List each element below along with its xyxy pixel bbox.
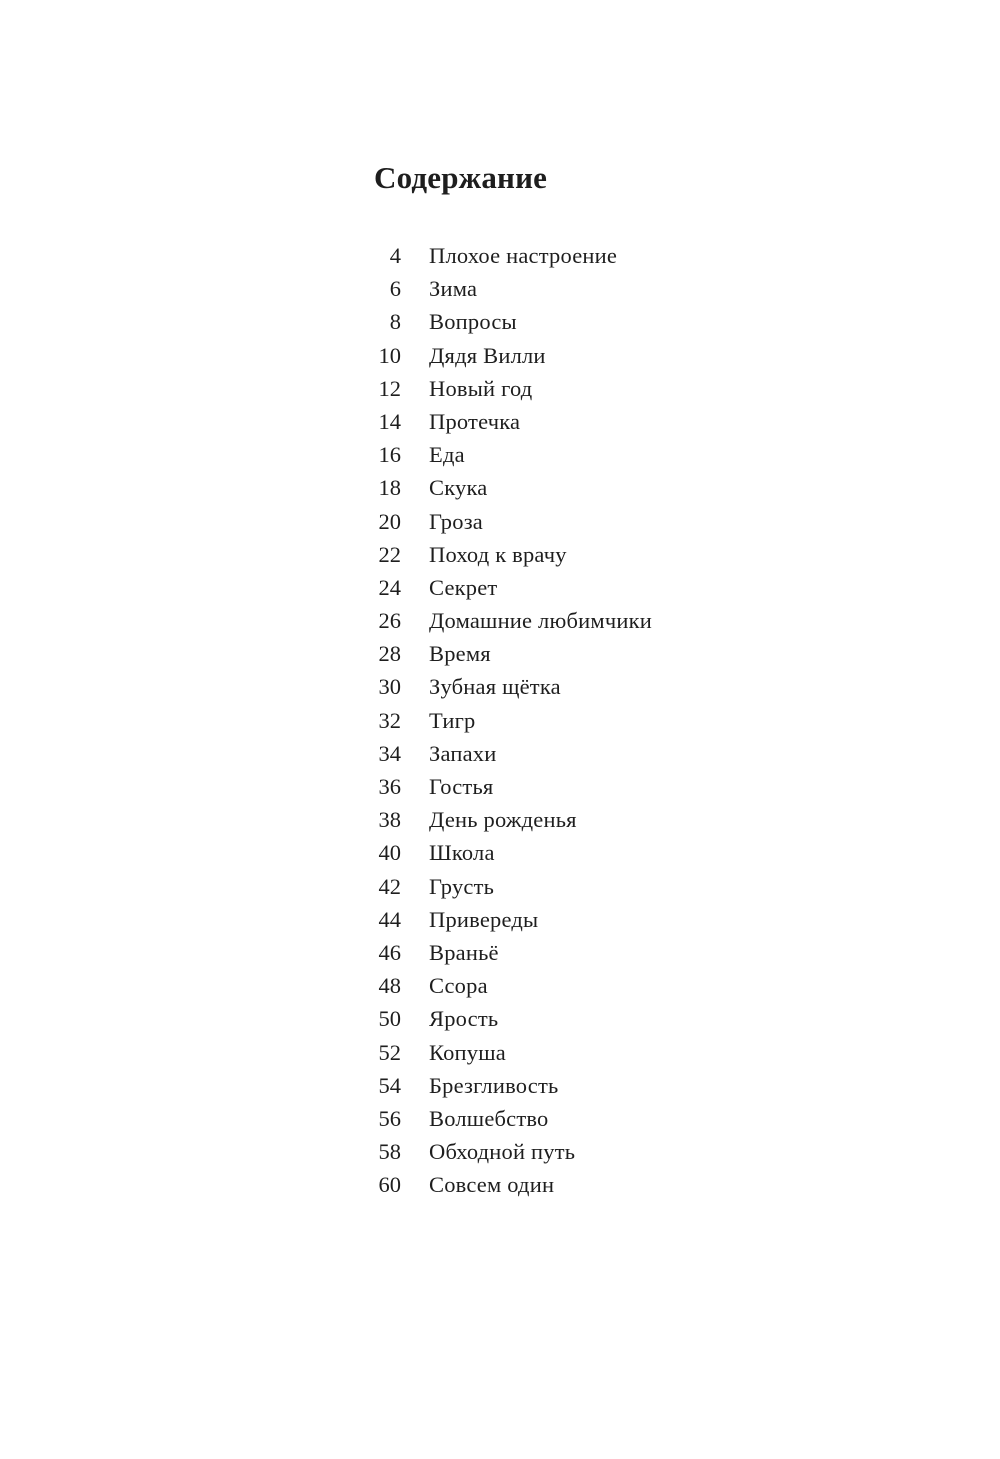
toc-entry [360,1036,760,1069]
toc-chapter-title: Гостья [429,774,494,799]
toc-page-number: 24 [378,574,401,600]
toc-entry [360,239,760,272]
toc-entry [360,1135,760,1168]
toc-chapter-title: Тигр [429,707,476,733]
toc-chapter-title: Совсем один [429,1172,555,1198]
toc-entry [360,438,760,471]
toc-entry [360,836,760,869]
toc-chapter-title: Запахи [429,740,497,766]
toc-page-number: 54 [378,1072,401,1098]
toc-page-number: 12 [378,375,401,401]
toc-page-number: 56 [378,1105,401,1131]
toc-page-number: 28 [378,641,401,667]
toc-chapter-title: Враньё [429,939,499,965]
toc-entry [360,704,760,737]
toc-chapter-title: Волшебство [429,1105,549,1131]
toc-entry [360,604,760,637]
toc-chapter-title: Секрет [429,574,498,600]
toc-entry [360,305,760,338]
toc-entry [360,571,760,604]
table-of-contents [360,239,760,1201]
toc-page-number: 8 [389,309,401,335]
toc-page-number: 16 [378,442,401,468]
toc-entry [360,1002,760,1035]
toc-entry [360,969,760,1002]
toc-chapter-title: Вопросы [429,309,517,335]
toc-chapter-title: Скука [429,475,488,501]
toc-page-number: 58 [378,1139,401,1165]
toc-chapter-title: Зима [429,276,478,302]
toc-page-number: 30 [378,674,401,700]
toc-chapter-title: Протечка [429,408,521,434]
toc-page-number: 26 [378,608,401,634]
toc-entry [360,1168,760,1201]
page-title: Содержание [374,160,548,195]
toc-page-number: 40 [378,840,401,866]
toc-chapter-title: Школа [429,840,495,866]
toc-entry [360,737,760,770]
toc-chapter-title: Дядя Вилли [429,342,546,368]
toc-chapter-title: Обходной путь [429,1139,576,1165]
toc-chapter-title: Поход к врачу [429,541,567,567]
toc-chapter-title: Гроза [429,508,483,534]
toc-entry [360,803,760,836]
toc-chapter-title: Домашние любимчики [429,608,652,634]
toc-page-number: 52 [378,1039,401,1065]
toc-page-number: 42 [378,873,401,899]
toc-entry [360,339,760,372]
toc-page-number: 38 [378,807,401,833]
toc-chapter-title: Новый год [429,375,533,401]
toc-entry [360,936,760,969]
toc-page-number: 46 [378,939,401,965]
toc-entry [360,471,760,504]
toc-chapter-title: Привереды [429,906,539,932]
toc-entry [360,903,760,936]
toc-chapter-title: Плохое настроение [429,243,618,268]
toc-chapter-title: Брезгливость [429,1072,559,1098]
toc-page-number: 34 [378,740,401,766]
toc-entry [360,538,760,571]
toc-page-number: 14 [378,408,401,434]
toc-chapter-title: Время [429,641,491,667]
toc-entry [360,770,760,803]
toc-entry [360,870,760,903]
toc-entry [360,637,760,670]
toc-page-number: 20 [378,508,401,534]
toc-entry [360,1102,760,1135]
toc-entry [360,505,760,538]
toc-chapter-title: День рожденья [429,807,577,833]
toc-entry [360,405,760,438]
toc-page-number: 36 [378,774,401,799]
toc-entry [360,372,760,405]
toc-page-number: 44 [378,906,401,932]
toc-page-number: 18 [378,475,401,501]
toc-page-number: 6 [389,276,401,302]
toc-page-number: 10 [378,342,401,368]
toc-entry [360,670,760,703]
toc-page-number: 48 [378,973,401,999]
toc-entry [360,272,760,305]
toc-chapter-title: Ярость [429,1006,499,1032]
toc-chapter-title: Ссора [429,973,488,999]
toc-chapter-title: Еда [429,442,465,468]
toc-page-number: 32 [378,707,401,733]
toc-entry [360,1069,760,1102]
toc-page-number: 60 [378,1172,401,1198]
toc-chapter-title: Грусть [429,873,495,899]
toc-page-number: 22 [378,541,401,567]
toc-chapter-title: Зубная щётка [429,674,561,700]
toc-page-number: 50 [378,1006,401,1032]
toc-chapter-title: Копуша [429,1039,506,1065]
toc-page-number: 4 [389,243,401,268]
